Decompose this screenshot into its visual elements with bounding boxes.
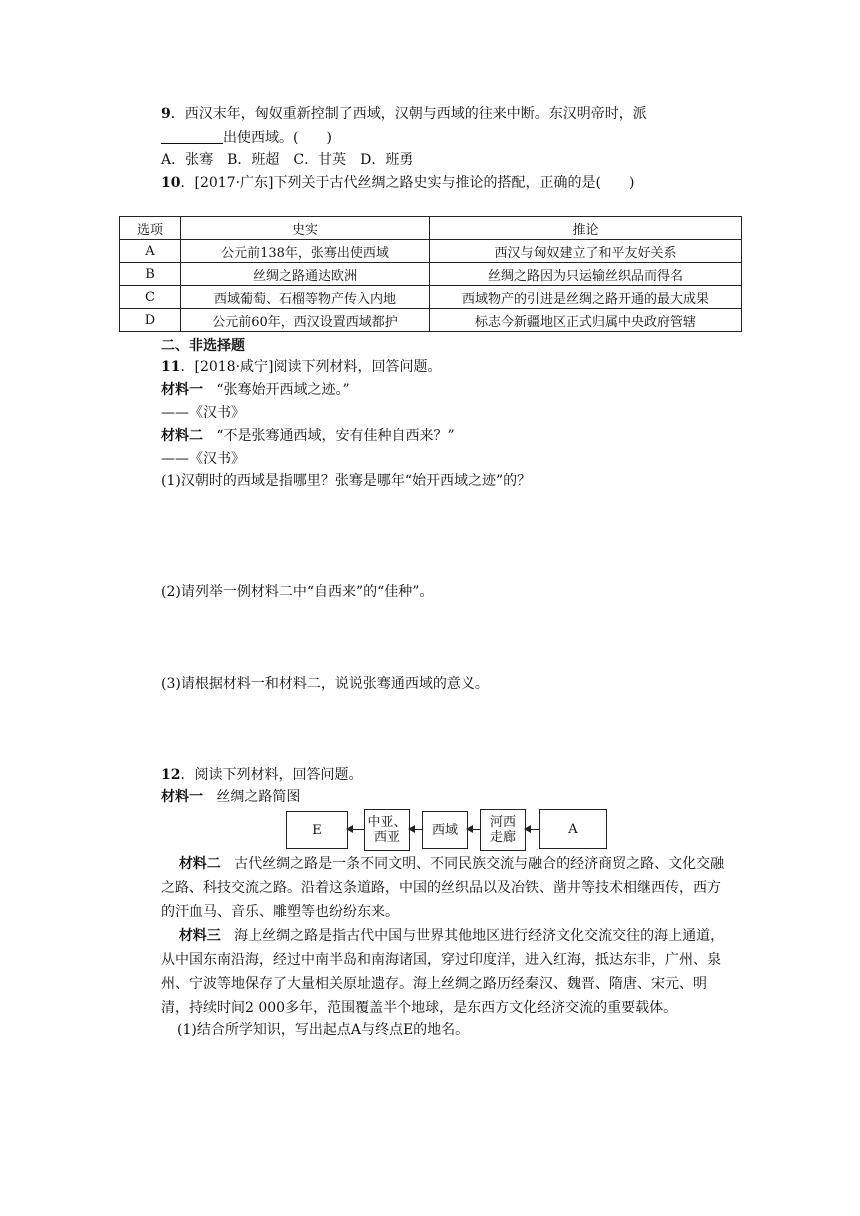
q11-stem: ．[2018·咸宁]阅读下列材料，回答问题。 bbox=[180, 359, 442, 375]
table-row bbox=[120, 240, 742, 263]
node-xiyu: 西域 bbox=[422, 811, 468, 849]
q10-stem: ．[2017·广东]下列关于古代丝绸之路史实与推论的搭配，正确的是( ) bbox=[180, 175, 635, 191]
material-text: 古代丝绸之路是一条不同文明、不同民族交流与融合的经济商贸之路、文化交融之路、科技交流之路。沿着这条道路，中国的丝织品以及冶铁、凿井等技术相继西传，西方的汗血马、音乐、雕塑等也纷纷东来。 bbox=[161, 856, 725, 920]
q9-stem-end: 出使西域。( ) bbox=[223, 130, 332, 146]
table-row bbox=[120, 309, 742, 332]
q11-source2: ——《汉书》 bbox=[161, 451, 245, 467]
cell-inference: 丝绸之路因为只运输丝织品而得名 bbox=[430, 263, 742, 286]
table-row bbox=[120, 263, 742, 286]
node-label: 走廊 bbox=[489, 830, 516, 845]
q12-number: 12 bbox=[161, 767, 181, 783]
header-fact: 史实 bbox=[181, 217, 430, 240]
q11-sub3: (3)请根据材料一和材料二，说说张骞通西域的意义。 bbox=[161, 676, 489, 692]
q10-line bbox=[161, 173, 634, 193]
node-hexi-corridor bbox=[480, 809, 526, 851]
q9-stem: ．西汉末年，匈奴重新控制了西域，汉朝与西域的往来中断。东汉明帝时，派 bbox=[170, 106, 647, 122]
material-quote: “张骞始开西域之迹。” bbox=[216, 382, 350, 398]
material-text: 海上丝绸之路是指古代中国与世界其他地区进行经济文化交流交往的海上通道，从中国东南沿海，经过中南半岛和南海诸国，穿过印度洋，进入红海，抵达东非，广州、泉州、宁波等地保存了大量相关原址遗存。海上丝绸之路历经秦汉、魏晋、隋唐、宋元、明清，持续时间2 000多年，范围覆盖半个地球，是东西方文化经济交流的重要载体。 bbox=[161, 928, 725, 1016]
cell-inference: 西域物产的引进是丝绸之路开通的最大成果 bbox=[430, 286, 742, 309]
node-label: 河西 bbox=[489, 815, 516, 830]
table-row bbox=[120, 286, 742, 309]
material-label: 材料二 bbox=[161, 428, 203, 444]
q9-number: 9 bbox=[161, 106, 171, 122]
q11-source1: ——《汉书》 bbox=[161, 405, 245, 421]
q11-number: 11 bbox=[161, 359, 181, 375]
cell-fact: 西域葡萄、石榴等物产传入内地 bbox=[181, 286, 430, 309]
cell-fact: 公元前138年，张骞出使西域 bbox=[181, 240, 430, 263]
q12-line bbox=[161, 765, 362, 785]
cell-fact: 公元前60年，西汉设置西域都护 bbox=[181, 309, 430, 332]
header-option: 选项 bbox=[120, 217, 181, 240]
q9-line2 bbox=[161, 128, 332, 148]
node-label: 中亚、 bbox=[367, 815, 407, 830]
cell-option: B bbox=[120, 263, 181, 286]
node-a: A bbox=[539, 809, 607, 849]
q9-answer-blank[interactable] bbox=[161, 129, 223, 144]
node-central-asia bbox=[364, 809, 410, 851]
q11-material1 bbox=[161, 380, 350, 400]
q11-material2 bbox=[161, 426, 455, 446]
arrow-icon bbox=[409, 829, 422, 830]
q10-table bbox=[119, 216, 742, 332]
material-label: 材料一 bbox=[161, 789, 203, 805]
material-quote: “不是张骞通西域，安有佳种自西来？” bbox=[216, 428, 455, 444]
section-title: 二、非选择题 bbox=[161, 338, 245, 354]
cell-inference: 西汉与匈奴建立了和平友好关系 bbox=[430, 240, 742, 263]
q10-number: 10 bbox=[161, 175, 181, 191]
q11-sub1: (1)汉朝时的西域是指哪里？张骞是哪年“始开西域之迹”的？ bbox=[161, 473, 532, 489]
node-e: E bbox=[286, 811, 348, 849]
cell-option: D bbox=[120, 309, 181, 332]
material-label: 材料一 bbox=[161, 382, 203, 398]
q12-material2 bbox=[161, 852, 733, 924]
q11-sub2: (2)请列举一例材料二中“自西来”的“佳种”。 bbox=[161, 584, 434, 600]
cell-option: C bbox=[120, 286, 181, 309]
q9-line1 bbox=[161, 104, 647, 124]
q12-stem: ．阅读下列材料，回答问题。 bbox=[180, 767, 363, 783]
cell-fact: 丝绸之路通达欧洲 bbox=[181, 263, 430, 286]
q12-material3 bbox=[161, 924, 733, 1020]
cell-option: A bbox=[120, 240, 181, 263]
q12-material1 bbox=[161, 787, 300, 807]
node-label: 西亚 bbox=[373, 830, 400, 845]
table-header-row bbox=[120, 217, 742, 240]
cell-inference: 标志今新疆地区正式归属中央政府管辖 bbox=[430, 309, 742, 332]
arrow-icon bbox=[467, 829, 480, 830]
material-caption: 丝绸之路简图 bbox=[216, 789, 301, 805]
arrow-icon bbox=[347, 829, 364, 830]
q11-line bbox=[161, 357, 442, 377]
q9-options: A．张骞 B．班超 C．甘英 D．班勇 bbox=[161, 152, 414, 168]
material-label: 材料三 bbox=[178, 928, 221, 944]
arrow-icon bbox=[525, 829, 539, 830]
material-label: 材料二 bbox=[178, 856, 221, 872]
header-inference: 推论 bbox=[430, 217, 742, 240]
q12-sub1: (1)结合所学知识，写出起点A与终点E的地名。 bbox=[177, 1022, 470, 1038]
